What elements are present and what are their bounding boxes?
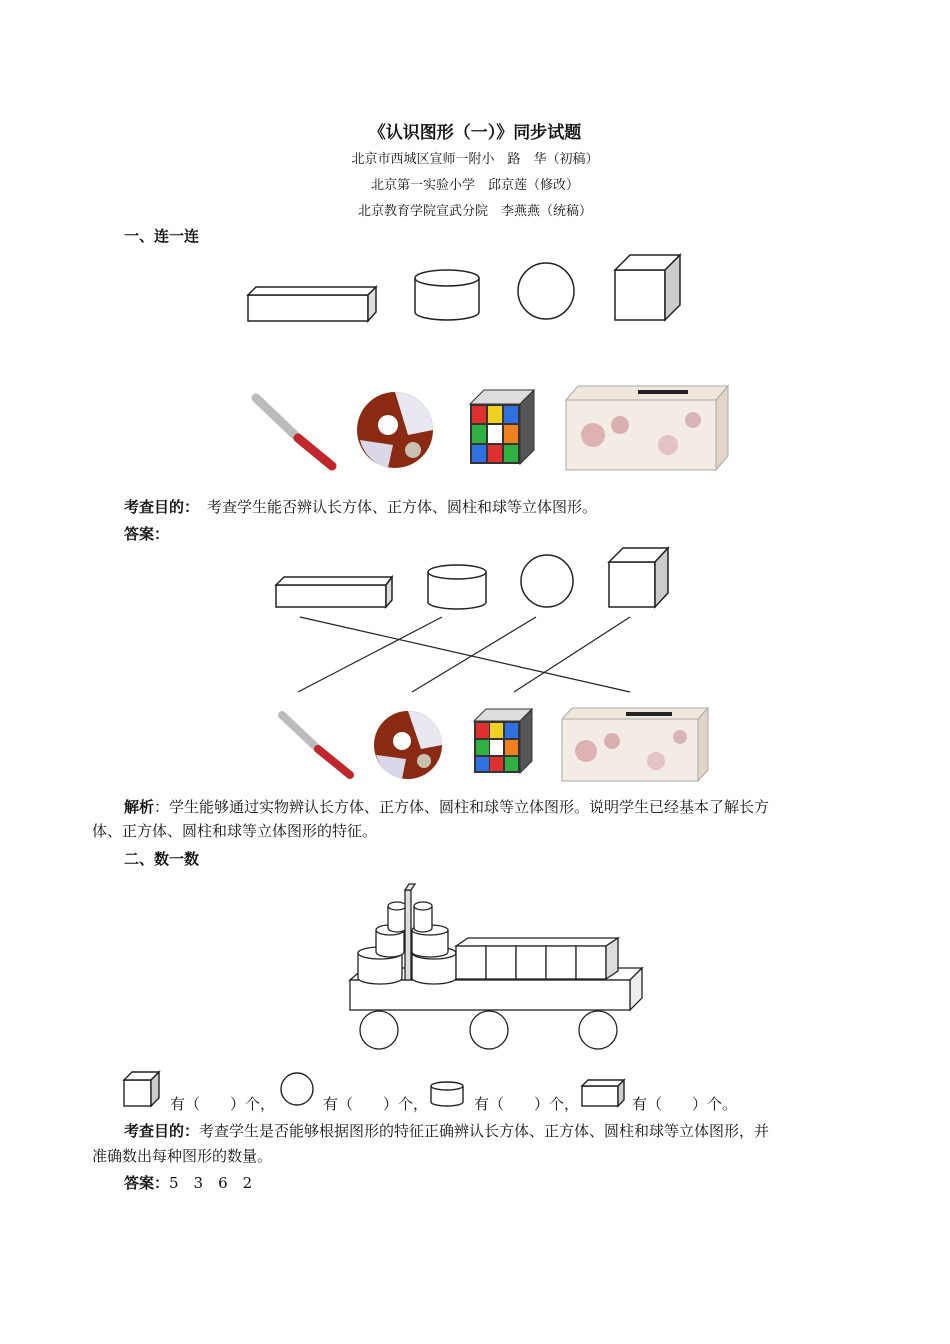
author-line-1: 北京市西城区宣师一附小 路 华（初稿） [351, 152, 599, 167]
q2-purpose-line-2: 准确数出每种图形的数量。 [92, 1147, 273, 1165]
wheel-2 [470, 1011, 508, 1049]
blank-cuboid-count: 有（ ）个。 [632, 1095, 738, 1113]
cuboid-icon [580, 1078, 628, 1110]
cylinder-icon [428, 1080, 468, 1110]
match-line-cube-rubiks [514, 617, 630, 692]
q1-analysis-text-1: ：学生能够通过实物辨认长方体、正方体、圆柱和球等立体图形。说明学生已经基本了解长方 [154, 798, 770, 816]
q1-purpose-text: 考查学生能否辨认长方体、正方体、圆柱和球等立体图形。 [207, 498, 598, 516]
blank-cylinder-count: 有（ ）个， [474, 1095, 580, 1113]
blank-cube-count: 有（ ）个， [170, 1095, 276, 1113]
wheel-3 [579, 1011, 617, 1049]
cube-row [456, 938, 618, 979]
blank-sphere-count: 有（ ）个， [323, 1095, 429, 1113]
page-title: 《认识图形（一）》同步试题 [368, 123, 582, 143]
q2-purpose-line-1 [124, 1118, 769, 1145]
vertical-board [405, 890, 411, 980]
answer-tissue-box-object [562, 708, 708, 781]
sphere-icon [278, 1072, 318, 1112]
cube-icon [122, 1070, 162, 1110]
q2-purpose-label: 考查目的： [124, 1122, 200, 1140]
q1-answer-label: 答案： [124, 525, 170, 543]
flatcar-front [350, 980, 630, 1010]
q1-answer-objects [276, 703, 716, 783]
q1-analysis-label: 解析 [124, 798, 155, 816]
q2-answer [124, 1170, 252, 1197]
author-line-3: 北京教育学院宣武分院 李燕燕（统稿） [357, 204, 592, 219]
answer-chalk-object [282, 715, 350, 775]
q1-analysis-line-1 [124, 794, 769, 821]
answer-ball-object [374, 711, 442, 779]
author-line-2: 北京第一实验小学 邱京莲（修改） [370, 178, 579, 193]
section-heading-1: 一、连一连 [124, 227, 200, 245]
train-figure [340, 880, 660, 1060]
wheel-1 [360, 1011, 398, 1049]
answer-rubiks-cube-object [474, 709, 532, 773]
q2-answer-values: 5 3 6 2 [169, 1174, 253, 1192]
q1-analysis-line-2: 体、正方体、圆柱和球等立体图形的特征。 [92, 822, 378, 840]
match-line-sphere-ball [412, 617, 536, 692]
q2-purpose-text-1: 考查学生是否能够根据图形的特征正确辨认长方体、正方体、圆柱和球等立体图形，并 [199, 1122, 770, 1140]
match-line-cylinder-chalk [298, 617, 442, 692]
q1-purpose-label: 考查目的： [124, 498, 200, 516]
q2-answer-label: 答案： [124, 1174, 170, 1192]
section-heading-2: 二、数一数 [124, 850, 200, 868]
match-line-cuboid-tissuebox [300, 617, 630, 692]
